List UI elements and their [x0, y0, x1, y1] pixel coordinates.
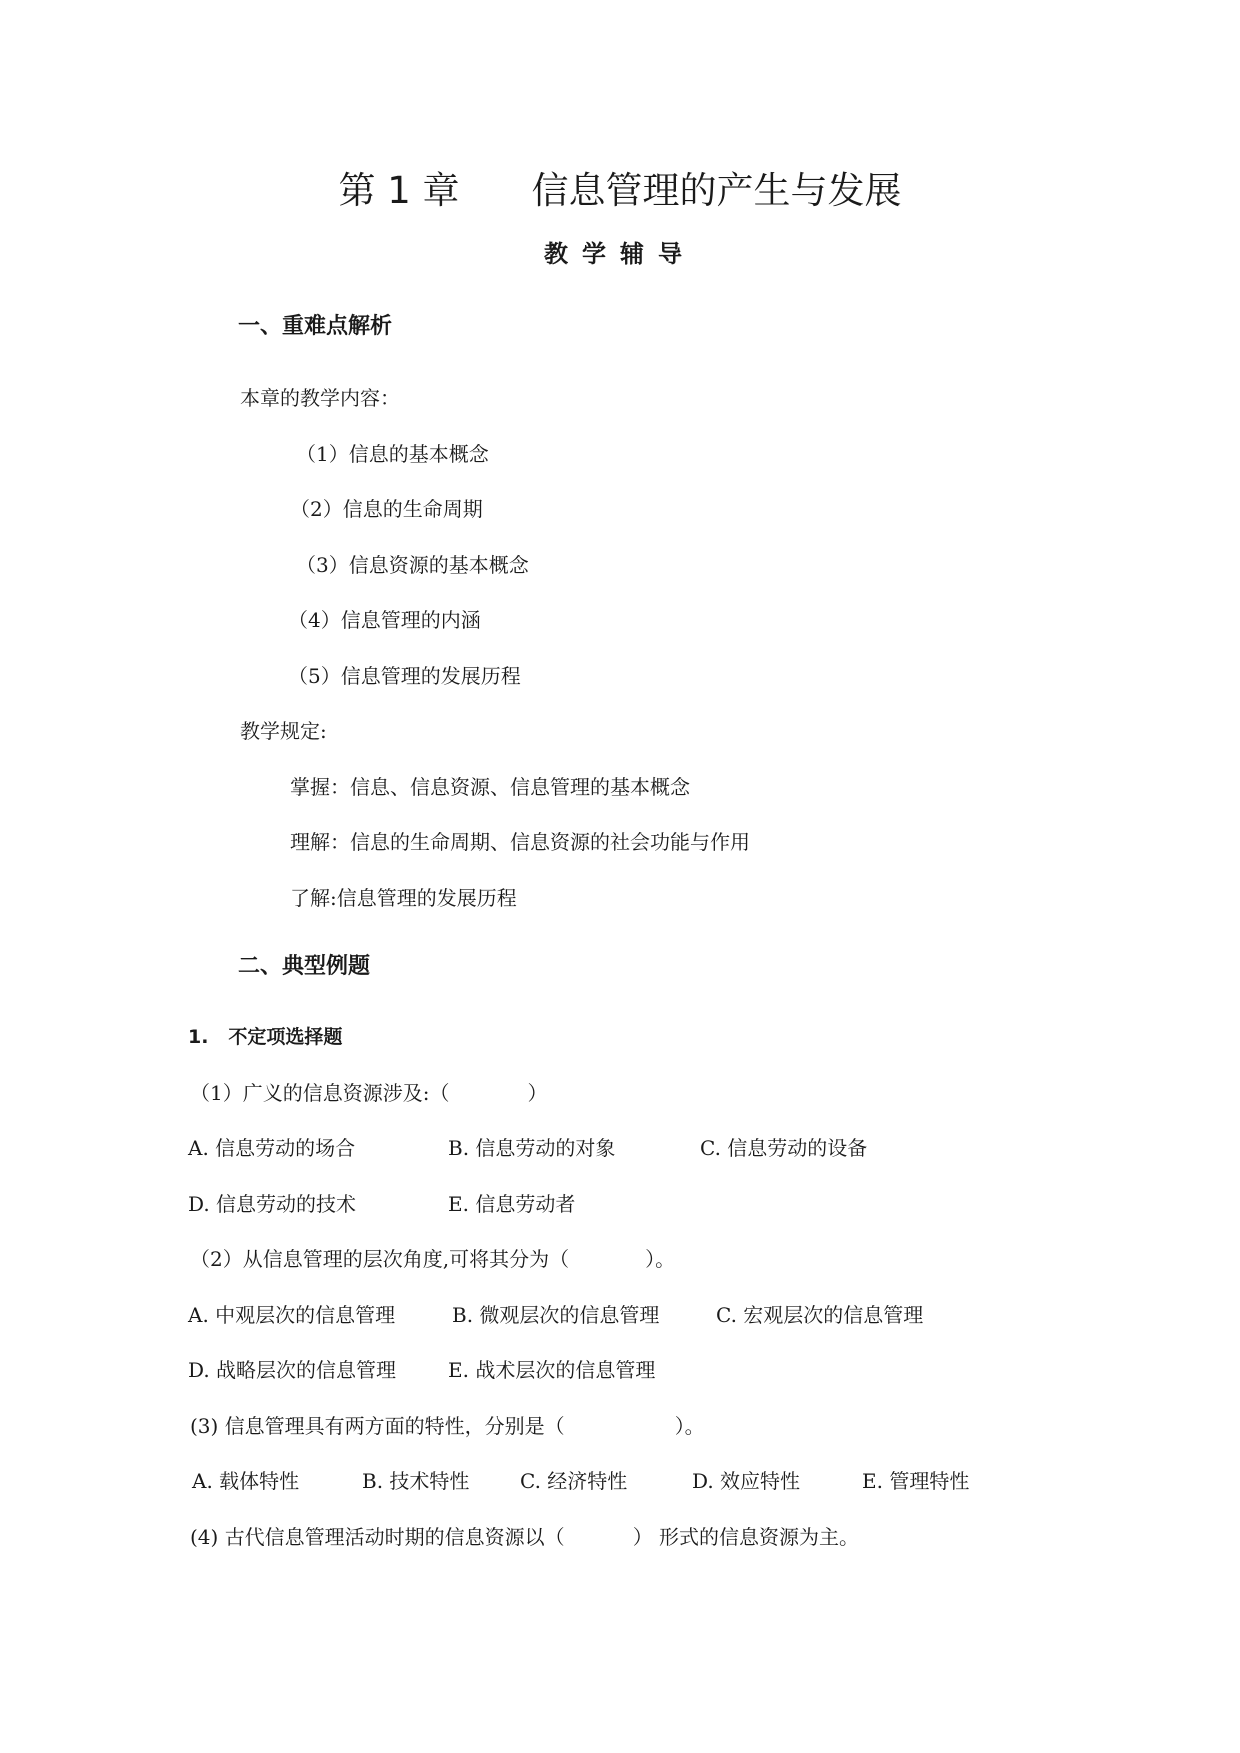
chapter-number: 第 1 章	[338, 169, 460, 212]
question-3-option-d: D. 效应特性	[692, 1469, 801, 1493]
requirement-2: 理解：信息的生命周期、信息资源的社会功能与作用	[290, 830, 750, 854]
question-3-stem: (3) 信息管理具有两方面的特性，分别是（ ）。	[190, 1414, 705, 1438]
content-item-3: （3）信息资源的基本概念	[296, 553, 529, 577]
question-type-number: 1.	[188, 1026, 209, 1048]
question-3-option-c: C. 经济特性	[520, 1469, 628, 1493]
question-2-option-b: B. 微观层次的信息管理	[452, 1303, 660, 1327]
question-3-option-e: E. 管理特性	[862, 1469, 970, 1493]
content-item-4: （4）信息管理的内涵	[288, 608, 481, 632]
question-type-heading	[188, 1022, 342, 1049]
question-1-stem: （1）广义的信息资源涉及:（ ）	[190, 1081, 548, 1105]
question-1-option-a: A. 信息劳动的场合	[188, 1136, 356, 1160]
requirements-label: 教学规定:	[240, 719, 327, 743]
chapter-title	[0, 160, 1240, 214]
question-1-option-d: D. 信息劳动的技术	[188, 1192, 357, 1216]
question-1-option-c: C. 信息劳动的设备	[700, 1136, 868, 1160]
requirement-1: 掌握：信息、信息资源、信息管理的基本概念	[290, 775, 690, 799]
requirement-3: 了解:信息管理的发展历程	[290, 886, 517, 910]
question-2-option-d: D. 战略层次的信息管理	[188, 1358, 397, 1382]
content-item-5: （5）信息管理的发展历程	[288, 664, 521, 688]
chapter-name: 信息管理的产生与发展	[531, 169, 902, 212]
question-2-option-e: E. 战术层次的信息管理	[448, 1358, 656, 1382]
page-subtitle: 教学辅导	[544, 240, 696, 268]
question-1-option-b: B. 信息劳动的对象	[448, 1136, 616, 1160]
content-item-2: （2）信息的生命周期	[290, 497, 483, 521]
question-2-option-c: C. 宏观层次的信息管理	[716, 1303, 924, 1327]
question-1-option-e: E. 信息劳动者	[448, 1192, 576, 1216]
content-item-1: （1）信息的基本概念	[296, 442, 489, 466]
question-2-option-a: A. 中观层次的信息管理	[188, 1303, 396, 1327]
section-heading-1: 一、重难点解析	[238, 314, 393, 339]
content-intro: 本章的教学内容：	[240, 386, 400, 410]
question-2-stem: （2）从信息管理的层次角度,可将其分为（ ）。	[190, 1247, 676, 1271]
section-heading-2: 二、典型例题	[238, 954, 371, 979]
question-3-option-b: B. 技术特性	[362, 1469, 470, 1493]
question-3-option-a: A. 载体特性	[192, 1469, 300, 1493]
question-type-label: 不定项选择题	[228, 1026, 343, 1048]
question-4-stem: (4) 古代信息管理活动时期的信息资源以（ ） 形式的信息资源为主。	[190, 1525, 860, 1549]
